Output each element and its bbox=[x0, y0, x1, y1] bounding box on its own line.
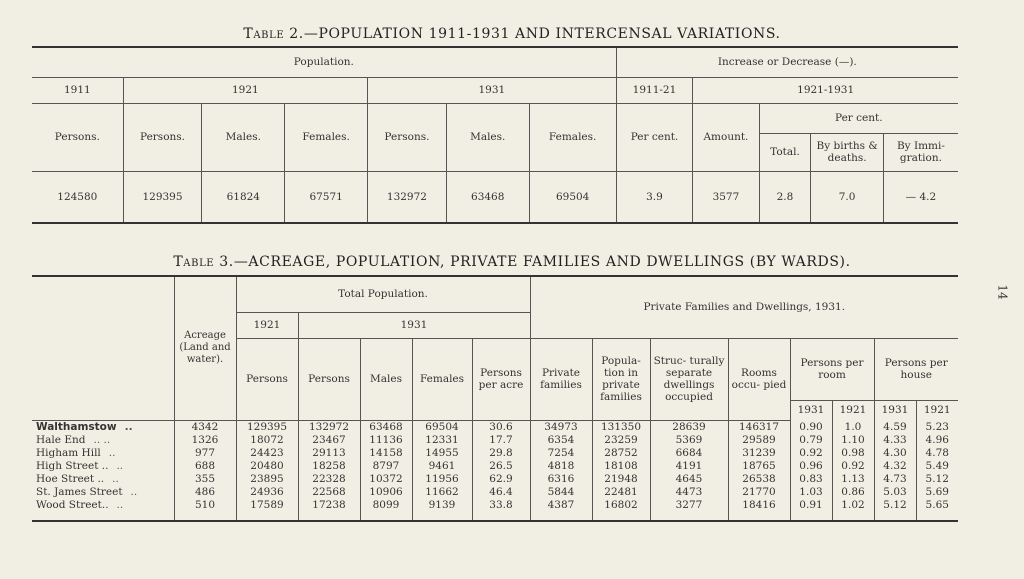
table2-title bbox=[0, 26, 1024, 42]
col-persons-per-acre: Persons per acre bbox=[472, 338, 530, 420]
cell: 4.33 bbox=[874, 433, 916, 446]
cell: 146317 bbox=[728, 420, 790, 433]
table2-title-prefix: Table 2. bbox=[243, 26, 304, 42]
cell: 18072 bbox=[236, 433, 298, 446]
col-immigration: By Immi- gration. bbox=[883, 133, 958, 171]
table2 bbox=[32, 46, 958, 224]
ward-name bbox=[32, 472, 174, 485]
cell: 3.9 bbox=[616, 171, 693, 223]
col-persons-per-house: Persons per house bbox=[874, 338, 958, 400]
cell: 34973 bbox=[530, 420, 592, 433]
cell: 14158 bbox=[360, 446, 412, 459]
cell: 5.12 bbox=[916, 472, 958, 485]
cell: 4645 bbox=[650, 472, 728, 485]
cell: 4.59 bbox=[874, 420, 916, 433]
cell: 5369 bbox=[650, 433, 728, 446]
cell: 29589 bbox=[728, 433, 790, 446]
cell: 510 bbox=[174, 498, 236, 511]
cell: 30.6 bbox=[472, 420, 530, 433]
cell: 8797 bbox=[360, 459, 412, 472]
ward-row bbox=[32, 485, 958, 498]
col-persons-1931: Persons. bbox=[368, 103, 447, 171]
cell: 10372 bbox=[360, 472, 412, 485]
year-1931: 1931 bbox=[368, 77, 617, 103]
col-females: Females bbox=[412, 338, 472, 420]
cell: 61824 bbox=[202, 171, 285, 223]
cell: 5.49 bbox=[916, 459, 958, 472]
col-males-1931: Males. bbox=[446, 103, 529, 171]
cell: 688 bbox=[174, 459, 236, 472]
ward-name bbox=[32, 420, 174, 433]
ward-label: Walthamstow bbox=[36, 420, 117, 433]
col-persons-1931: Persons bbox=[298, 338, 360, 420]
cell: 63468 bbox=[446, 171, 529, 223]
year-1911-21: 1911-21 bbox=[616, 77, 693, 103]
col-males: Males bbox=[360, 338, 412, 420]
cell: 8099 bbox=[360, 498, 412, 511]
cell: 23895 bbox=[236, 472, 298, 485]
cell: 26538 bbox=[728, 472, 790, 485]
cell: 28639 bbox=[650, 420, 728, 433]
cell: 22328 bbox=[298, 472, 360, 485]
cell: 1.02 bbox=[832, 498, 874, 511]
cell: 23259 bbox=[592, 433, 650, 446]
cell: 18108 bbox=[592, 459, 650, 472]
cell: 5.03 bbox=[874, 485, 916, 498]
col-private-families: Private families bbox=[530, 338, 592, 420]
sub-1921-house: 1921 bbox=[916, 400, 958, 420]
leader-dots: .. bbox=[108, 446, 116, 459]
cell: 11956 bbox=[412, 472, 472, 485]
ward-row bbox=[32, 433, 958, 446]
table2-data-row bbox=[32, 171, 958, 223]
ward-name bbox=[32, 459, 174, 472]
cell: 129395 bbox=[236, 420, 298, 433]
ward-label: Wood Street.. bbox=[36, 498, 109, 511]
cell: 22481 bbox=[592, 485, 650, 498]
cell: 28752 bbox=[592, 446, 650, 459]
increase-header: Increase or Decrease (—). bbox=[616, 47, 958, 77]
cell: 5.12 bbox=[874, 498, 916, 511]
col-rooms: Rooms occu- pied bbox=[728, 338, 790, 420]
cell: 17589 bbox=[236, 498, 298, 511]
cell: 0.79 bbox=[790, 433, 832, 446]
ward-row bbox=[32, 498, 958, 511]
cell: 4387 bbox=[530, 498, 592, 511]
cell: 5.23 bbox=[916, 420, 958, 433]
cell: 0.91 bbox=[790, 498, 832, 511]
ward-row bbox=[32, 446, 958, 459]
leader-dots: .. bbox=[112, 472, 119, 485]
col-acreage: Acreage (Land and water). bbox=[174, 276, 236, 420]
cell: 31239 bbox=[728, 446, 790, 459]
cell: 23467 bbox=[298, 433, 360, 446]
cell: 63468 bbox=[360, 420, 412, 433]
sub-1931-room: 1931 bbox=[790, 400, 832, 420]
cell: 18258 bbox=[298, 459, 360, 472]
leader-dots: .. bbox=[124, 420, 133, 433]
cell: 9139 bbox=[412, 498, 472, 511]
col-persons-1921: Persons bbox=[236, 338, 298, 420]
page-number: 14 bbox=[995, 284, 1010, 300]
cell: 0.86 bbox=[832, 485, 874, 498]
cell: 24936 bbox=[236, 485, 298, 498]
col-females-1921: Females. bbox=[285, 103, 368, 171]
ward-row bbox=[32, 472, 958, 485]
col-persons-1921: Persons. bbox=[123, 103, 202, 171]
cell: 2.8 bbox=[759, 171, 811, 223]
cell: 355 bbox=[174, 472, 236, 485]
cell: 46.4 bbox=[472, 485, 530, 498]
year-1921: 1921 bbox=[123, 77, 367, 103]
cell: 4.30 bbox=[874, 446, 916, 459]
cell: 33.8 bbox=[472, 498, 530, 511]
cell: 22568 bbox=[298, 485, 360, 498]
cell: 20480 bbox=[236, 459, 298, 472]
cell: 977 bbox=[174, 446, 236, 459]
col-per-cent-1911-21: Per cent. bbox=[616, 103, 693, 171]
cell: 4.73 bbox=[874, 472, 916, 485]
cell: 18765 bbox=[728, 459, 790, 472]
col-per-cent-1921-31: Per cent. bbox=[759, 103, 958, 133]
cell: — 4.2 bbox=[883, 171, 958, 223]
col-population-private: Popula- tion in private families bbox=[592, 338, 650, 420]
cell: 29.8 bbox=[472, 446, 530, 459]
col-amount: Amount. bbox=[693, 103, 759, 171]
cell: 129395 bbox=[123, 171, 202, 223]
cell: 1.03 bbox=[790, 485, 832, 498]
cell: 69504 bbox=[529, 171, 616, 223]
col-females-1931: Females. bbox=[529, 103, 616, 171]
table3-title-prefix: Table 3. bbox=[173, 254, 234, 270]
cell: 26.5 bbox=[472, 459, 530, 472]
leader-dots: .. .. bbox=[93, 433, 111, 446]
cell: 12331 bbox=[412, 433, 472, 446]
cell: 24423 bbox=[236, 446, 298, 459]
leader-dots: .. bbox=[116, 498, 124, 511]
year-1921-1931: 1921-1931 bbox=[693, 77, 958, 103]
year-1931: 1931 bbox=[298, 312, 530, 338]
cell: 6316 bbox=[530, 472, 592, 485]
cell: 486 bbox=[174, 485, 236, 498]
cell: 4191 bbox=[650, 459, 728, 472]
cell: 7.0 bbox=[811, 171, 884, 223]
ward-label: Hale End bbox=[36, 433, 86, 446]
cell: 17238 bbox=[298, 498, 360, 511]
cell: 4818 bbox=[530, 459, 592, 472]
cell: 0.92 bbox=[790, 446, 832, 459]
ward-name bbox=[32, 498, 174, 511]
cell: 3277 bbox=[650, 498, 728, 511]
cell: 1326 bbox=[174, 433, 236, 446]
cell: 6354 bbox=[530, 433, 592, 446]
cell: 18416 bbox=[728, 498, 790, 511]
leader-dots: .. bbox=[130, 485, 138, 498]
cell: 7254 bbox=[530, 446, 592, 459]
cell: 124580 bbox=[57, 190, 98, 203]
ward-label: Higham Hill bbox=[36, 446, 101, 459]
cell: 1.13 bbox=[832, 472, 874, 485]
ward-name bbox=[32, 446, 174, 459]
cell: 10906 bbox=[360, 485, 412, 498]
col-dwellings: Struc- turally separate dwellings occupied bbox=[650, 338, 728, 420]
year-1911: 1911 bbox=[32, 77, 123, 103]
cell: 6684 bbox=[650, 446, 728, 459]
cell: 5.65 bbox=[916, 498, 958, 511]
cell: 5844 bbox=[530, 485, 592, 498]
cell: 3577 bbox=[693, 171, 759, 223]
cell: 132972 bbox=[368, 171, 447, 223]
cell: 69504 bbox=[412, 420, 472, 433]
cell: 0.96 bbox=[790, 459, 832, 472]
cell: 9461 bbox=[412, 459, 472, 472]
table2-title-rest: —POPULATION 1911-1931 AND INTERCENSAL VARIATIONS. bbox=[303, 26, 781, 42]
cell: 29113 bbox=[298, 446, 360, 459]
cell: 14955 bbox=[412, 446, 472, 459]
ward-label: St. James Street bbox=[36, 485, 123, 498]
cell: 131350 bbox=[592, 420, 650, 433]
cell: 1.0 bbox=[832, 420, 874, 433]
cell: 4473 bbox=[650, 485, 728, 498]
cell: 0.83 bbox=[790, 472, 832, 485]
cell: 0.98 bbox=[832, 446, 874, 459]
col-males-1921: Males. bbox=[202, 103, 285, 171]
cell: 21770 bbox=[728, 485, 790, 498]
cell: 16802 bbox=[592, 498, 650, 511]
col-persons-per-room: Persons per room bbox=[790, 338, 874, 400]
cell: 67571 bbox=[285, 171, 368, 223]
table3-title bbox=[0, 254, 1024, 270]
cell: 5.69 bbox=[916, 485, 958, 498]
private-families-header: Private Families and Dwellings, 1931. bbox=[530, 276, 958, 338]
sub-1921-room: 1921 bbox=[832, 400, 874, 420]
total-population-header: Total Population. bbox=[236, 276, 530, 312]
cell: 0.90 bbox=[790, 420, 832, 433]
col-persons-1911: Persons. bbox=[32, 103, 123, 171]
table3 bbox=[32, 275, 958, 522]
ward-label: High Street .. bbox=[36, 459, 109, 472]
population-header: Population. bbox=[32, 47, 616, 77]
ward-name bbox=[32, 433, 174, 446]
cell: 132972 bbox=[298, 420, 360, 433]
cell: 4342 bbox=[174, 420, 236, 433]
sub-1931-house: 1931 bbox=[874, 400, 916, 420]
cell: 11136 bbox=[360, 433, 412, 446]
cell: 0.92 bbox=[832, 459, 874, 472]
ward-label: Hoe Street .. bbox=[36, 472, 105, 485]
col-births-deaths: By births & deaths. bbox=[811, 133, 884, 171]
cell: 17.7 bbox=[472, 433, 530, 446]
cell: 21948 bbox=[592, 472, 650, 485]
cell: 4.96 bbox=[916, 433, 958, 446]
year-1921: 1921 bbox=[236, 312, 298, 338]
leader-dots: .. bbox=[116, 459, 124, 472]
col-total: Total. bbox=[759, 133, 811, 171]
table3-title-rest: —ACREAGE, POPULATION, PRIVATE FAMILIES AND DWELLINGS (BY WARDS). bbox=[233, 254, 851, 270]
cell: 11662 bbox=[412, 485, 472, 498]
cell: 4.32 bbox=[874, 459, 916, 472]
cell: 62.9 bbox=[472, 472, 530, 485]
cell: 1.10 bbox=[832, 433, 874, 446]
ward-row bbox=[32, 459, 958, 472]
ward-row bbox=[32, 420, 958, 433]
ward-name bbox=[32, 485, 174, 498]
cell: 4.78 bbox=[916, 446, 958, 459]
